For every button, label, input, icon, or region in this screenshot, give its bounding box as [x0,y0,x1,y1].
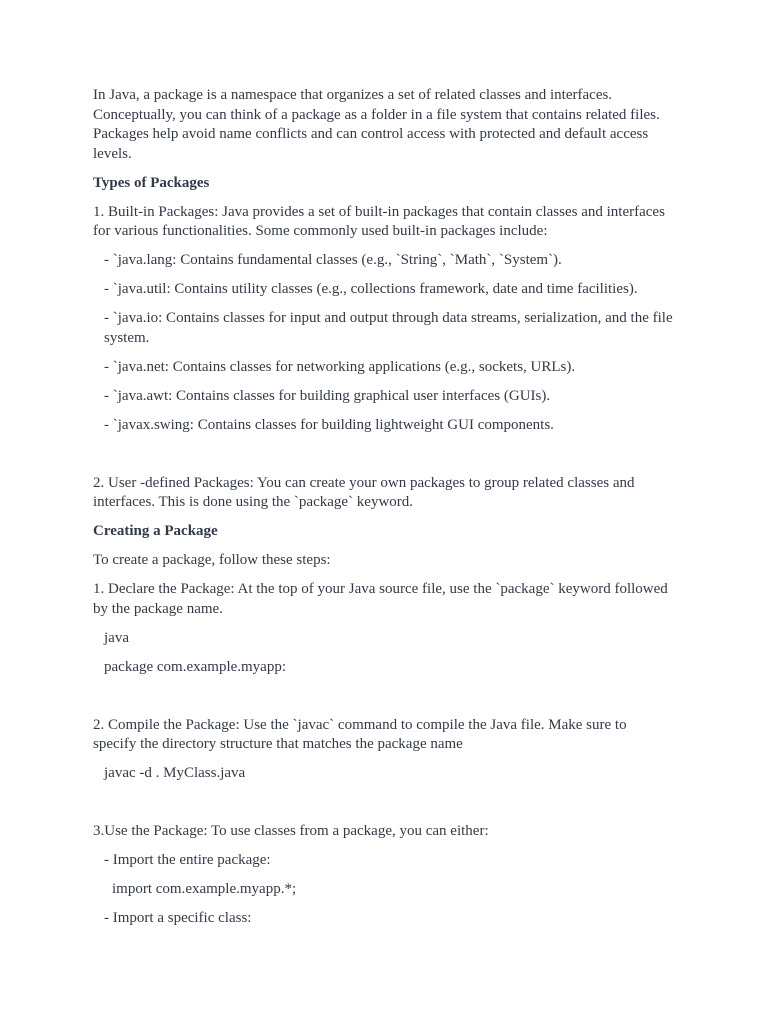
builtin-item-java-lang: - `java.lang: Contains fundamental classes (e.g., `String`, `Math`, `System`). [104,252,562,268]
step2-code: javac -d . MyClass.java [104,765,246,781]
user-defined-paragraph: 2. User -defined Packages: You can create your own packages to group related classes and interfaces. This is done using the `package` keyword. [93,474,635,510]
spacer [93,687,673,716]
document-body [93,86,673,938]
steps-intro: To create a package, follow these steps: [93,552,331,568]
builtin-item-java-awt: - `java.awt: Contains classes for building graphical user interfaces (GUIs). [104,387,551,404]
step3-option1: - Import the entire package: [104,852,271,868]
step1-paragraph: 1. Declare the Package: At the top of your Java source file, use the `package` keyword followed by the package name. [93,581,668,617]
step3-option1-code: import com.example.myapp.*; [112,881,297,897]
spacer [93,793,673,822]
step3-paragraph: 3.Use the Package: To use classes from a package, you can either: [93,823,489,839]
builtin-item-java-io: - `java.io: Contains classes for input and output through data streams, serialization, and the file system. [104,310,673,346]
builtin-item-java-net: - `java.net: Contains classes for networking applications (e.g., sockets, URLs). [104,358,576,375]
types-heading: Types of Packages [93,174,210,191]
intro-paragraph: In Java, a package is a namespace that organizes a set of related classes and interfaces. Conceptually, you can think of a package as a folder in a file system that contains related files. Packages help avoid name conflicts and can control access with protected and default access levels. [93,87,660,162]
step1-language-label: java [104,629,129,646]
builtin-item-javax-swing: - `javax.swing: Contains classes for building lightweight GUI components. [104,416,554,433]
spacer [93,445,673,474]
builtin-item-java-util: - `java.util: Contains utility classes (e.g., collections framework, date and time facilities). [104,281,638,297]
step2-paragraph: 2. Compile the Package: Use the `javac` command to compile the Java file. Make sure to specify the directory structure that matches the package name [93,716,627,752]
step1-code: package com.example.myapp: [104,658,287,675]
creating-heading: Creating a Package [93,523,218,539]
step3-option2: - Import a specific class: [104,910,252,926]
builtin-intro-paragraph: 1. Built-in Packages: Java provides a set of built-in packages that contain classes and interfaces for various functionalities. Some commonly used built-in packages include: [93,203,665,239]
